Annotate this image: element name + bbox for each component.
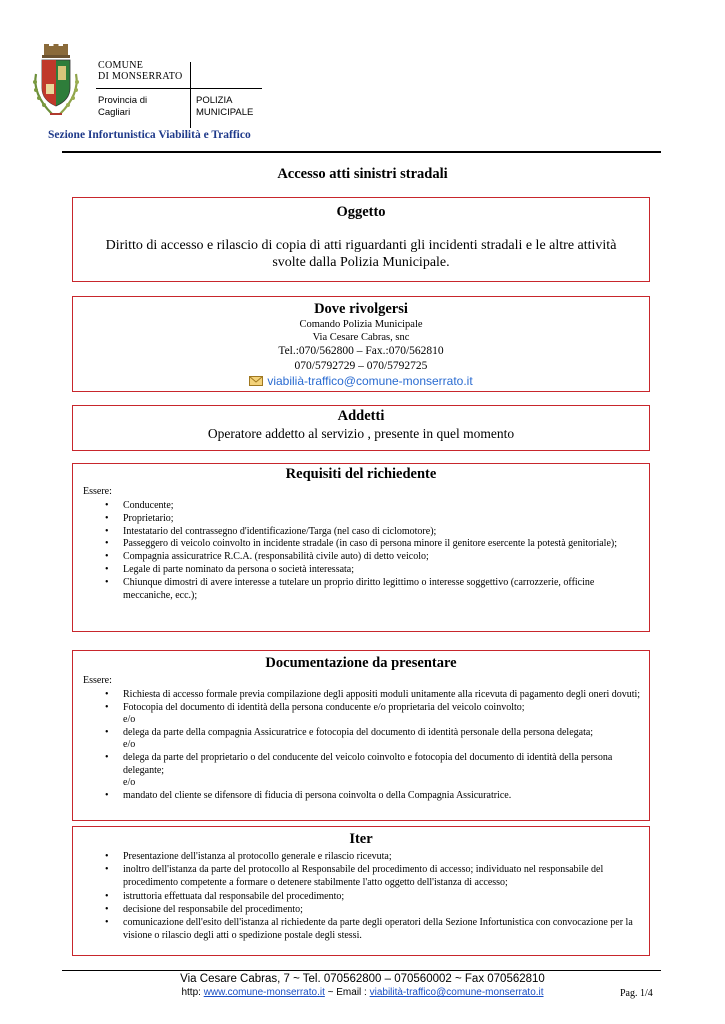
list-item: • Chiunque dimostri di avere interesse a tutelare un proprio diritto legittimo o interesse soggettivo (carrozzerie, officine meccaniche, ecc.); [123,577,649,603]
iter-title: Iter [349,831,373,847]
list-item-text: Fotocopia del documento di identità della persona conducente e/o proprietaria del veicolo coinvolto; [123,701,525,713]
iter-box [72,826,650,956]
polizia-label [196,95,253,119]
list-item: • decisione del responsabile del procedimento; [123,903,649,916]
list-item: • mandato del cliente se difensore di fiducia di persona coinvolta o della Compagnia Assicuratrice. [123,790,649,803]
and-or-note: e/o [123,739,136,751]
list-item: • Passeggero di veicolo coinvolto in incidente stradale (in caso di persona minore il genitore esercente la potestà genitoriale); [123,538,649,551]
footer-rule [62,970,661,971]
oggetto-title: Oggetto [336,204,386,220]
addetti-body: Operatore addetto al servizio , presente in quel momento [207,426,515,441]
dove-email-link[interactable]: viabilià-traffico@comune-monserrato.it [267,374,473,388]
list-item: • Richiesta di accesso formale previa compilazione degli appositi moduli unitamente alla ricevuta di pagamento degli oneri dovuti; [123,689,649,702]
document-title: Accesso atti sinistri stradali [277,166,448,182]
list-item: • inoltro dell'istanza da parte del protocollo al Responsabile del procedimento di accesso; individuato nel responsabile del procedimento competente a formare o detenere stabilmente l'atto oggetto dell'istanza di accesso; [123,863,649,889]
oggetto-body: Diritto di accesso e rilascio di copia di atti riguardanti gli incidenti stradali e le altre attività svolte dalla Polizia Municipale. [105,238,617,270]
list-item: • Compagnia assicuratrice R.C.A. (responsabilità civile auto) di detto veicolo; [123,551,649,564]
header-rule [62,151,661,153]
footer-website-link[interactable]: www.comune-monserrato.it [203,987,325,998]
list-item-text: delega da parte del proprietario o del conducente del veicolo coinvolto e fotocopia del documento di identità della persona delegante; [123,751,613,776]
documentazione-list [73,689,649,802]
dove-rivolgersi-box [72,296,650,392]
documentazione-box [72,650,650,821]
iter-list [73,850,649,942]
dove-phone-1: Tel.:070/562800 – Fax.:070/562810 [278,345,444,357]
list-item [123,752,649,790]
and-or-note: e/o [123,714,136,726]
documentazione-title: Documentazione da presentare [265,655,457,671]
list-item: • Proprietario; [123,513,649,526]
footer-contacts [0,987,725,998]
header-horizontal-divider [96,88,262,89]
addetti-title: Addetti [337,408,385,424]
list-item: • Intestatario del contrassegno d'identificazione/Targa (nel caso di ciclomotore); [123,526,649,539]
requisiti-box [72,463,650,632]
provincia-line-2: Cagliari [98,107,131,118]
provincia-line-1: Provincia di [98,95,148,106]
list-item [123,702,649,727]
documentazione-intro: Essere: [83,675,112,686]
list-item: • Legale di parte nominato da persona o società interessata; [123,564,649,577]
dove-rivolgersi-title: Dove rivolgersi [314,301,408,317]
dove-office: Comando Polizia Municipale [299,319,423,330]
envelope-icon [249,376,263,386]
list-item: • istruttoria effettuata dal responsabile del procedimento; [123,890,649,903]
polizia-line-1: POLIZIA [196,95,233,106]
section-name: Sezione Infortunistica Viabilità e Traffico [48,129,251,141]
footer-email-label: ~ Email : [324,987,370,998]
requisiti-intro: Essere: [83,486,112,497]
header-vertical-divider [190,62,191,128]
list-item: • comunicazione dell'esito dell'istanza al richiedente da parte degli operatori della Sezione Infortunistica con convocazione per la visione o rilascio degli atti o spedizione postale degli stessi. [123,916,649,942]
dove-phone-2: 070/5792729 – 070/5792725 [294,360,428,372]
provincia-label [98,95,147,119]
dove-address: Via Cesare Cabras, snc [312,332,410,343]
polizia-line-2: MUNICIPALE [196,107,254,118]
footer-address: Via Cesare Cabras, 7 ~ Tel. 070562800 – 070560002 ~ Fax 070562810 [180,973,545,985]
comune-crest-logo [30,44,82,120]
page-number: Pag. 1/4 [620,988,653,999]
comune-line-1: COMUNE [98,60,144,71]
oggetto-box [72,197,650,282]
comune-name [98,60,183,82]
footer-email-link[interactable]: viabilità-traffico@comune-monserrato.it [369,987,544,998]
addetti-box [72,405,650,451]
footer-http-label: http: [181,987,204,998]
and-or-note: e/o [123,777,136,789]
list-item: • Presentazione dell'istanza al protocollo generale e rilascio ricevuta; [123,850,649,863]
requisiti-title: Requisiti del richiedente [285,466,437,482]
requisiti-list [73,500,649,602]
dove-email-line [73,374,649,389]
list-item [123,727,649,752]
list-item: • Conducente; [123,500,649,513]
comune-line-2: DI MONSERRATO [98,71,183,82]
list-item-text: delega da parte della compagnia Assicuratrice e fotocopia del documento di identità personale della persona delegata; [123,726,594,738]
